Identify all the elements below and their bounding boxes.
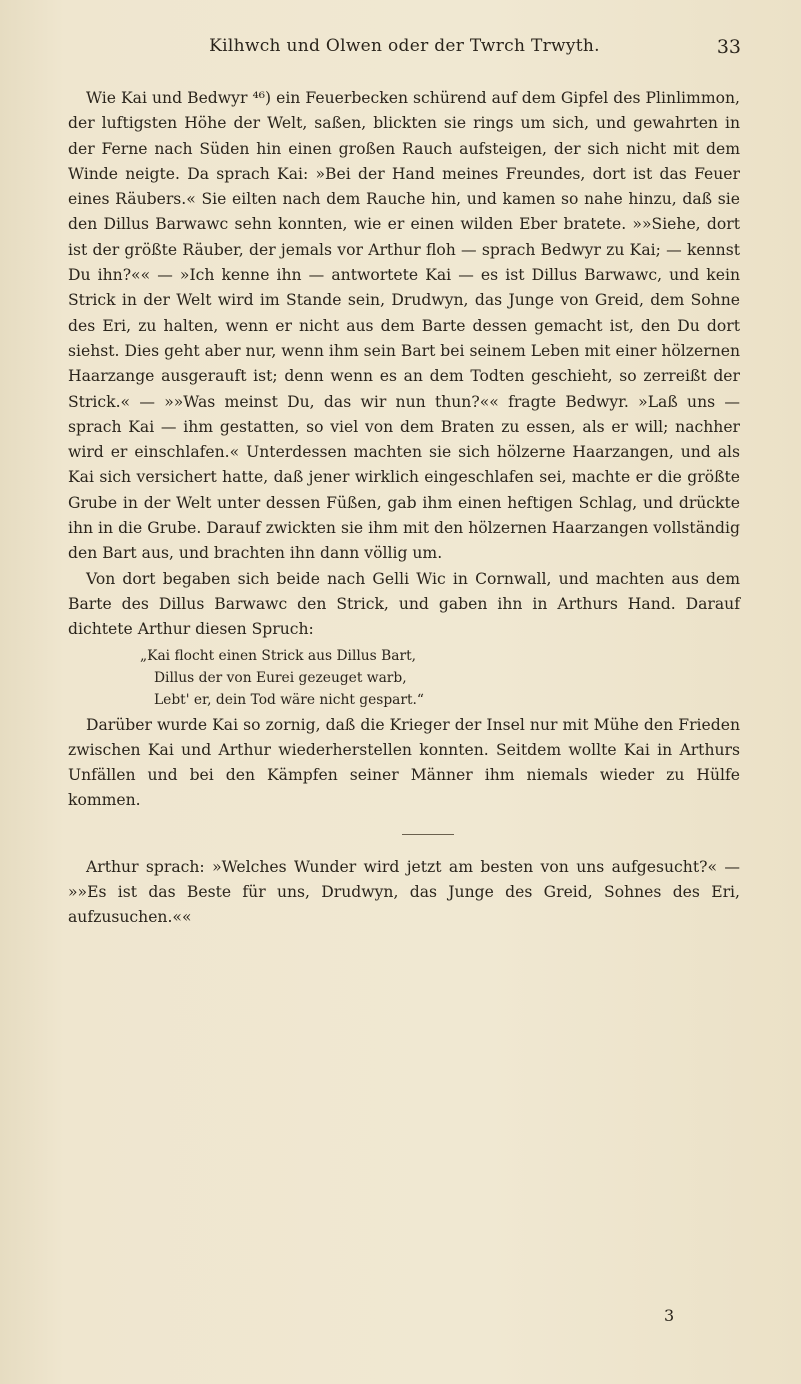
section-divider [402,834,454,835]
body-text [68,86,740,931]
verse-block [140,645,740,711]
paragraph-3: Darüber wurde Kai so zornig, daß die Krieger der Insel nur mit Mühe den Frieden zwischen Kai und Arthur wiederherstellen konnten. Seitdem wollte Kai in Arthurs Unfällen und bei den Kämpfen seiner Männer ihm niemals wieder zu Hülfe kommen. [68,715,740,810]
paragraph-4: Arthur sprach: »Welches Wunder wird jetzt am besten von uns aufgesucht?« — »»Es ist das Beste für uns, Drudwyn, das Junge des Greid, Sohnes des Eri, aufzusuchen.«« [68,857,740,927]
paragraph-2: Von dort begaben sich beide nach Gelli Wic in Cornwall, und machten aus dem Barte des Dillus Barwawc den Strick, und gaben ihn in Arthurs Hand. Darauf dichtete Arthur diesen Spruch: [68,569,740,639]
signature-mark: 3 [664,1306,675,1325]
verse-line-2: Dillus der von Eurei gezeuget warb, [154,669,407,686]
running-head [68,36,741,66]
running-title: Kilhwch und Olwen oder der Twrch Trwyth. [209,36,600,56]
paragraph-1: Wie Kai und Bedwyr ⁴⁶) ein Feuerbecken schürend auf dem Gipfel des Plinlimmon, der luftigsten Höhe der Welt, saßen, blickten sie rings um sich, und gewahrten in der Ferne nach Süden hin einen großen Rauch aufsteigen, der sich nicht mit dem Winde neigte. Da sprach Kai: »Bei der Hand meines Freundes, dort ist das Feuer eines Räubers.« Sie eilten nach dem Rauche hin, und kamen so nahe hinzu, daß sie den Dillus Barwawc sehn konnten, wie er einen wilden Eber bratete. »»Siehe, dort ist der größte Räuber, der jemals vor Arthur floh — sprach Bedwyr zu Kai; — kennst Du ihn?«« — »Ich kenne ihn — antwortete Kai — es ist Dillus Barwawc, und kein Strick in der Welt wird im Stande sein, Drudwyn, das Junge von Greid, dem Sohne des Eri, zu halten, wenn er nicht aus dem Barte dessen gemacht ist, den Du dort siehst. Dies geht aber nur, wenn ihm sein Bart bei seinem Leben mit einer hölzernen Haarzange ausgerauft ist; denn wenn es an dem Todten geschieht, so zerreißt der Strick.« — »»Was meinst Du, das wir nun thun?«« fragte Bedwyr. »Laß uns — sprach Kai — ihm gestatten, so viel von dem Braten zu essen, als er will; nachher wird er einschlafen.« Unterdessen machten sie sich hölzerne Haarzangen, und als Kai sich versichert hatte, daß jener wirklich eingeschlafen sei, machte er die größte Grube in der Welt unter dessen Füßen, gab ihm einen heftigen Schlag, und drückte ihn in die Grube. Darauf zwickten sie ihm mit den hölzernen Haarzangen vollständig den Bart aus, und brachten ihn dann völlig um. [68,89,741,563]
verse-line-1: „Kai flocht einen Strick aus Dillus Bart, [140,647,417,664]
page-number: 33 [716,36,741,58]
verse-line-3: Lebt' er, dein Tod wäre nicht gespart.“ [154,691,424,708]
